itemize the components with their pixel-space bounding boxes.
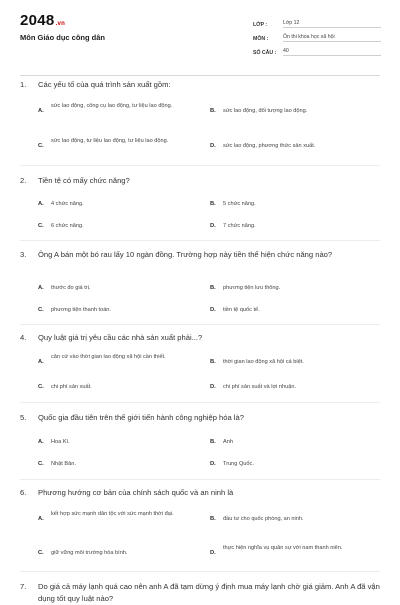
option-text: căn cứ vào thời gian lao động xã hội cần thiết. [51, 354, 166, 360]
option-text: 7 chức năng. [223, 223, 256, 229]
option-text: tiền tệ quốc tế. [223, 307, 260, 313]
worksheet-meta [253, 14, 381, 56]
option-text: phương tiện thanh toán. [51, 307, 111, 313]
question-number: 3. [20, 250, 27, 259]
option-text: sức lao động, đối tượng lao động. [223, 108, 308, 114]
question-divider [20, 571, 380, 572]
logo-text: 2048 [20, 12, 55, 29]
logo-domain: .vn [55, 21, 66, 27]
option-letter: B. [210, 516, 216, 522]
subject-title: Môn Giáo dục công dân [20, 33, 105, 42]
worksheet-header [0, 0, 400, 80]
option-letter: B. [210, 439, 216, 445]
option-text: 4 chức năng. [51, 201, 84, 207]
option-text: Anh [223, 439, 233, 445]
meta-label: SỐ CÂU : [253, 50, 277, 56]
option-text: đầu tư cho quốc phòng, an ninh. [223, 516, 304, 522]
option-letter: A. [38, 439, 44, 445]
option-letter: B. [210, 285, 216, 291]
option-letter: A. [38, 359, 44, 365]
option-letter: D. [210, 143, 216, 149]
question-number: 4. [20, 333, 27, 342]
question-text: Phương hướng cơ bản của chính sách quốc và an ninh là [38, 488, 234, 497]
question-divider [20, 165, 380, 166]
option-text: phương tiện lưu thông. [223, 285, 281, 291]
option-letter: C. [38, 461, 44, 467]
meta-row-class [253, 14, 381, 28]
option-letter: A. [38, 516, 44, 522]
option-letter: C. [38, 307, 44, 313]
option-text: sức lao động, công cụ lao động, tư liệu lao động. [51, 103, 173, 109]
option-text: giữ vững môi trường hòa bình. [51, 550, 128, 556]
question-divider [20, 324, 380, 325]
option-letter: D. [210, 550, 216, 556]
option-text: sức lao động, phương thức sản xuất. [223, 143, 316, 149]
option-text: 6 chức năng. [51, 223, 84, 229]
option-letter: A. [38, 201, 44, 207]
question-divider [20, 240, 380, 241]
question-number: 5. [20, 413, 27, 422]
option-text: kết hợp sức mạnh dân tộc với sức mạnh thời đại. [51, 511, 174, 517]
question-divider [20, 479, 380, 480]
meta-row-count [253, 42, 381, 56]
option-text: 5 chức năng. [223, 201, 256, 207]
option-letter: A. [38, 285, 44, 291]
question-stem [20, 581, 380, 605]
question-text: Các yếu tố của quá trình sản xuất gồm: [38, 80, 171, 89]
option-text: thời gian lao động xã hội cá biệt. [223, 359, 304, 365]
question-text: Quốc gia đầu tiên trên thế giới tiến hành công nghiệp hóa là? [38, 413, 244, 422]
question-stem [20, 175, 380, 187]
question-text: Quy luật giá trị yêu cầu các nhà sản xuất phải...? [38, 333, 203, 342]
question-number: 6. [20, 488, 27, 497]
question-stem [20, 487, 380, 499]
option-text: chi phí sản xuất. [51, 384, 92, 390]
question-number: 7. [20, 582, 27, 591]
question-number: 1. [20, 80, 27, 89]
option-letter: D. [210, 223, 216, 229]
header-divider [20, 75, 380, 76]
meta-value: Ôn thi khoa học xã hội [283, 34, 381, 42]
option-text: chi phí sản xuất và lợi nhuận. [223, 384, 297, 390]
option-text: Nhật Bản. [51, 461, 76, 467]
meta-label: LỚP : [253, 22, 268, 28]
question-number: 2. [20, 176, 27, 185]
question-text: Do giá cả máy lạnh quá cao nên anh A đã tạm dừng ý định mua máy lạnh chờ giá giảm. Anh A đã vận dụng tốt quy luật nào? [38, 582, 380, 603]
option-letter: B. [210, 201, 216, 207]
meta-row-subject [253, 28, 381, 42]
option-letter: B. [210, 108, 216, 114]
option-text: Trung Quốc. [223, 461, 254, 467]
option-letter: A. [38, 108, 44, 114]
option-text: Hoa Kì. [51, 439, 70, 445]
question-text: Ông A bán một bó rau lấy 10 ngàn đồng. Trường hợp này tiền thể hiện chức năng nào? [38, 250, 333, 259]
meta-value: 40 [283, 48, 381, 56]
option-text: sức lao động, tư liệu lao động, tư liệu lao động. [51, 138, 169, 144]
option-letter: C. [38, 143, 44, 149]
question-stem [20, 412, 380, 424]
meta-value: Lớp 12 [283, 20, 381, 28]
question-stem [20, 79, 380, 91]
option-letter: D. [210, 461, 216, 467]
option-text: thực hiện nghĩa vụ quân sự với nam thanh niên. [223, 545, 343, 551]
option-letter: D. [210, 384, 216, 390]
option-letter: C. [38, 550, 44, 556]
question-divider [20, 402, 380, 403]
option-letter: C. [38, 384, 44, 390]
question-stem [20, 249, 380, 261]
option-text: thước đo giá trị. [51, 285, 91, 291]
option-letter: C. [38, 223, 44, 229]
option-letter: B. [210, 359, 216, 365]
meta-label: MÔN : [253, 36, 269, 42]
question-text: Tiền tệ có mấy chức năng? [38, 176, 130, 185]
option-letter: D. [210, 307, 216, 313]
site-logo[interactable] [20, 12, 65, 29]
question-stem [20, 332, 380, 344]
